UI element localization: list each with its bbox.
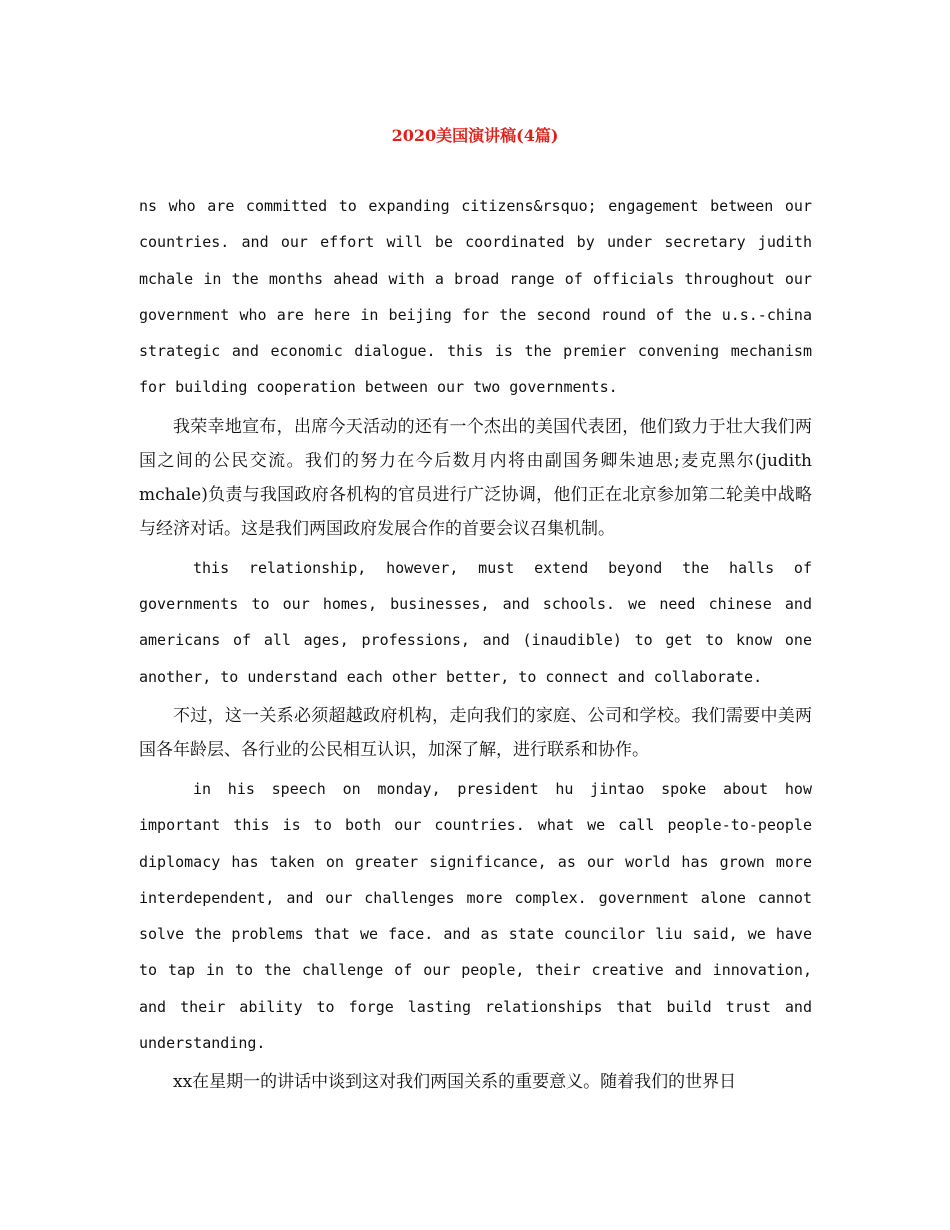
paragraph-chinese-3: xx在星期一的讲话中谈到这对我们两国关系的重要意义。随着我们的世界日 <box>173 1072 737 1093</box>
paragraph-chinese-1: 我荣幸地宣布，出席今天活动的还有一个杰出的美国代表团，他们致力于壮大我们两国之间的公民交流。我们的努力在今后数月内将由副国务卿朱迪思;麦克黑尔(judith mchale)负责与我国政府各机构的官员进行广泛协调，他们正在北京参加第二轮美中战略与经济对话。这是我们两国政府发展合作的首要会议召集机制。 <box>139 416 812 539</box>
paragraph-english-3: in his speech on monday, president hu jintao spoke about how important this is to both our countries. what we call people-to-people diplomacy has taken on greater significance, as our world has grown more interdependent, and our challenges more complex. government alone cannot solve the problems that we face. and as state councilor liu said, we have to tap in to the challenge of our people, their creative and innovation, and their ability to forge lasting relationships that build trust and understanding. <box>139 779 812 1053</box>
paragraph-english-1: ns who are committed to expanding citizens&rsquo; engagement between our countries. and our effort will be coordinated by under secretary judith mchale in the months ahead with a broad range of officials throughout our government who are here in beijing for the second round of the u.s.-china strategic and economic dialogue. this is the premier convening mechanism for building cooperation between our two governments. <box>139 197 812 397</box>
document-body <box>139 188 812 1103</box>
paragraph-english-2: this relationship, however, must extend beyond the halls of governments to our homes, businesses, and schools. we need chinese and americans of all ages, professions, and (inaudible) to get to know one another, to understand each other better, to connect and collaborate. <box>139 558 812 686</box>
paragraph-chinese-2: 不过，这一关系必须超越政府机构，走向我们的家庭、公司和学校。我们需要中美两国各年龄层、各行业的公民相互认识，加深了解，进行联系和协作。 <box>139 705 812 760</box>
document-title: 2020美国演讲稿(4篇) <box>391 126 559 145</box>
